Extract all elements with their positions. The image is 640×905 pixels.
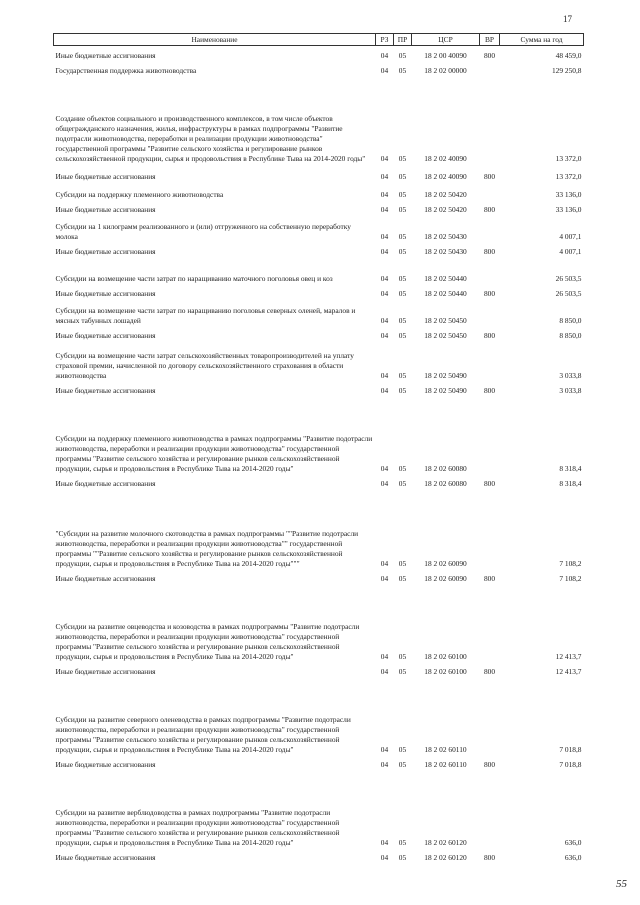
table-row [54,164,584,182]
cell-pr: 05 [398,231,407,241]
table-row [54,584,584,662]
table-row [54,76,584,164]
cell-rz: 04 [380,837,389,847]
header-sum: Сумма на год [500,34,584,46]
cell-pr: 05 [398,463,407,473]
table-row [54,662,584,677]
cell-sum: 12 413,7 [555,666,582,676]
cell-vr: 800 [483,478,496,488]
cell-pr: 05 [398,171,407,181]
table-row [54,569,584,584]
table-body [54,46,584,863]
cell-name: Иные бюджетные ассигнования [55,666,156,676]
cell-rz: 04 [380,666,389,676]
cell-csr: 18 2 02 40090 [424,171,467,181]
cell-pr: 05 [398,330,407,340]
cell-vr [480,396,500,474]
cell-rz: 04 [380,65,389,75]
cell-vr [480,215,500,242]
cell-csr: 18 2 02 60120 [424,852,467,862]
table-row [54,200,584,215]
cell-csr: 18 2 02 40090 [424,153,467,163]
cell-pr: 05 [398,478,407,488]
cell-rz: 04 [380,558,389,568]
cell-sum: 8 318,4 [559,463,582,473]
cell-vr: 800 [483,759,496,769]
cell-rz: 04 [380,204,389,214]
header-pr: ПР [394,34,412,46]
cell-name: Иные бюджетные ассигнования [55,330,156,340]
cell-csr: 18 2 02 50420 [424,189,467,199]
cell-csr: 18 2 02 60090 [424,558,467,568]
cell-rz: 04 [380,246,389,256]
cell-name: Иные бюджетные ассигнования [55,759,156,769]
cell-pr: 05 [398,50,407,60]
cell-sum: 8 850,0 [559,315,582,325]
cell-csr: 18 2 02 50490 [424,370,467,380]
cell-rz: 04 [380,153,389,163]
cell-vr: 800 [483,246,496,256]
page-number: 17 [563,14,572,24]
header-rz: РЗ [376,34,394,46]
cell-sum: 13 372,0 [555,153,582,163]
cell-name: Создание объектов социального и производственного комплексов, в том числе объектов общегражданского назначения, жилья, инфраструктуры в рамках подпрограммы "Развитие подотрасли животноводства, переработки и реализации продукции животноводства" государственной программы "Развитие сельского хозяйства и регулирование рынков сельскохозяйственной продукции, сырья и продовольствия в Республике Тыва на 2014-2020 годы" [55,113,366,163]
cell-sum: 8 850,0 [559,330,582,340]
cell-pr: 05 [398,370,407,380]
cell-vr [480,257,500,284]
cell-csr: 18 2 02 60090 [424,573,467,583]
cell-sum: 129 250,8 [551,65,582,75]
cell-sum: 13 372,0 [555,171,582,181]
table-row [54,489,584,569]
cell-csr: 18 2 02 50430 [424,231,467,241]
cell-name: Субсидии на поддержку племенного животноводства [55,189,224,199]
cell-sum: 4 007,1 [559,246,582,256]
cell-rz: 04 [380,744,389,754]
cell-name: Государственная поддержка животноводства [55,65,197,75]
cell-rz: 04 [380,315,389,325]
cell-name: Субсидии на 1 килограмм реализованного и (или) отгруженного на собственную переработку молока [55,221,351,241]
table-row [54,299,584,326]
cell-csr: 18 2 02 60100 [424,666,467,676]
cell-sum: 12 413,7 [555,651,582,661]
table-row [54,326,584,341]
table-row [54,341,584,381]
cell-name: Иные бюджетные ассигнования [55,385,156,395]
cell-vr: 800 [483,385,496,395]
cell-sum: 636,0 [564,837,582,847]
cell-csr: 18 2 02 60080 [424,463,467,473]
cell-pr: 05 [398,288,407,298]
cell-name: Иные бюджетные ассигнования [55,852,156,862]
cell-vr: 800 [483,288,496,298]
cell-csr: 18 2 02 50450 [424,315,467,325]
cell-name: Иные бюджетные ассигнования [55,478,156,488]
cell-name: Иные бюджетные ассигнования [55,50,156,60]
table-row [54,242,584,257]
cell-sum: 4 007,1 [559,231,582,241]
cell-vr: 800 [483,204,496,214]
cell-sum: 7 108,2 [559,573,582,583]
cell-sum: 7 108,2 [559,558,582,568]
cell-sum: 636,0 [564,852,582,862]
cell-pr: 05 [398,558,407,568]
cell-name: Субсидии на возмещение части затрат сельскохозяйственных товаропроизводителей на уплату страховой премии, начисленной по договору сельскохозяйственного страхования в области животноводства [55,350,354,380]
cell-vr [480,182,500,200]
cell-csr: 18 2 02 50450 [424,330,467,340]
table-row [54,848,584,863]
cell-vr [480,341,500,381]
cell-pr: 05 [398,837,407,847]
cell-vr [480,61,500,76]
budget-table [53,33,584,863]
cell-name: Субсидии на поддержку племенного животноводства в рамках подпрограммы "Развитие подотрасли животноводства, переработки и реализации продукции животноводства" государственной программы "Развитие сельского хозяйства и регулирование рынков сельскохозяйственной продукции, сырья и продовольствия в Республике Тыва на 2014-2020 годы" [55,433,373,473]
cell-name: Иные бюджетные ассигнования [55,573,156,583]
table-row [54,182,584,200]
cell-pr: 05 [398,385,407,395]
cell-rz: 04 [380,330,389,340]
cell-name: Субсидии на развитие северного оленеводства в рамках подпрограммы "Развитие подотрасли животноводства, переработки и реализации продукции животноводства" государственной программы "Развитие сельского хозяйства и регулирование рынков сельскохозяйственной продукции, сырья и продовольствия в Республике Тыва на 2014-2020 годы" [55,714,351,754]
cell-csr: 18 2 00 40090 [424,50,467,60]
cell-vr: 800 [483,852,496,862]
cell-rz: 04 [380,231,389,241]
cell-name: "Субсидии на развитие молочного скотоводства в рамках подпрограммы ""Развитие подотрасли животноводства, переработки и реализации продукции животноводства"" государственной программы ""Развитие сельского хозяйства и регулирование рынков сельскохозяйственной продукции, сырья и продовольствия в Республике Тыва на 2014-2020 годы""" [55,528,359,568]
table-header [54,34,584,46]
cell-vr: 800 [483,573,496,583]
cell-vr [480,299,500,326]
cell-csr: 18 2 02 00000 [424,65,467,75]
cell-sum: 26 503,5 [555,288,582,298]
cell-pr: 05 [398,573,407,583]
cell-sum: 33 136,0 [555,189,582,199]
cell-name: Иные бюджетные ассигнования [55,246,156,256]
cell-csr: 18 2 02 60120 [424,837,467,847]
cell-name: Субсидии на возмещение части затрат по наращиванию поголовья северных оленей, маралов и мясных табунных лошадей [55,305,356,325]
table-row [54,677,584,755]
table-row [54,284,584,299]
cell-pr: 05 [398,744,407,754]
cell-csr: 18 2 02 60100 [424,651,467,661]
cell-csr: 18 2 02 60110 [424,744,467,754]
cell-pr: 05 [398,246,407,256]
cell-sum: 8 318,4 [559,478,582,488]
cell-pr: 05 [398,153,407,163]
table-row [54,381,584,396]
cell-pr: 05 [398,315,407,325]
cell-sum: 48 459,0 [555,50,582,60]
cell-csr: 18 2 02 50490 [424,385,467,395]
table-row [54,46,584,61]
cell-rz: 04 [380,288,389,298]
cell-vr [480,489,500,569]
cell-sum: 3 033,8 [559,370,582,380]
cell-name: Субсидии на развитие верблюдоводства в рамках подпрограммы "Развитие подотрасли животноводства, переработки и реализации продукции животноводства" государственной программы "Развитие сельского хозяйства и регулирование рынков сельскохозяйственной продукции, сырья и продовольствия в Республике Тыва на 2014-2020 годы" [55,807,340,847]
cell-rz: 04 [380,478,389,488]
cell-pr: 05 [398,65,407,75]
cell-name: Субсидии на возмещение части затрат по наращиванию маточного поголовья овец и коз [55,273,333,283]
cell-vr: 800 [483,171,496,181]
cell-pr: 05 [398,852,407,862]
cell-name: Иные бюджетные ассигнования [55,171,156,181]
cell-csr: 18 2 02 60110 [424,759,467,769]
table-row [54,257,584,284]
cell-rz: 04 [380,385,389,395]
cell-name: Субсидии на развитие овцеводства и козоводства в рамках подпрограммы "Развитие подотрасли животноводства, переработки и реализации продукции животноводства" государственной программы "Развитие сельского хозяйства и регулирование рынков сельскохозяйственной продукции, сырья и продовольствия в Республике Тыва на 2014-2020 годы" [55,621,360,661]
table-row [54,396,584,474]
cell-vr: 800 [483,666,496,676]
cell-sum: 26 503,5 [555,273,582,283]
cell-rz: 04 [380,759,389,769]
cell-name: Иные бюджетные ассигнования [55,288,156,298]
header-name: Наименование [54,34,376,46]
cell-vr [480,770,500,848]
cell-rz: 04 [380,370,389,380]
cell-pr: 05 [398,759,407,769]
table-row [54,474,584,489]
table-row [54,215,584,242]
cell-sum: 33 136,0 [555,204,582,214]
cell-pr: 05 [398,273,407,283]
cell-vr [480,76,500,164]
cell-rz: 04 [380,50,389,60]
cell-pr: 05 [398,666,407,676]
cell-rz: 04 [380,463,389,473]
header-csr: ЦСР [412,34,480,46]
cell-csr: 18 2 02 50440 [424,273,467,283]
cell-csr: 18 2 02 60080 [424,478,467,488]
cell-sum: 7 018,8 [559,744,582,754]
cell-vr [480,677,500,755]
corner-number: 55 [616,878,627,890]
cell-csr: 18 2 02 50420 [424,204,467,214]
cell-name: Иные бюджетные ассигнования [55,204,156,214]
cell-vr: 800 [483,50,496,60]
cell-pr: 05 [398,189,407,199]
table-row [54,755,584,770]
header-vr: ВР [480,34,500,46]
cell-pr: 05 [398,651,407,661]
cell-csr: 18 2 02 50440 [424,288,467,298]
cell-rz: 04 [380,273,389,283]
cell-rz: 04 [380,651,389,661]
cell-rz: 04 [380,189,389,199]
cell-rz: 04 [380,573,389,583]
cell-rz: 04 [380,171,389,181]
cell-vr: 800 [483,330,496,340]
cell-pr: 05 [398,204,407,214]
table-row [54,61,584,76]
cell-csr: 18 2 02 50430 [424,246,467,256]
cell-rz: 04 [380,852,389,862]
cell-sum: 3 033,8 [559,385,582,395]
cell-sum: 7 018,8 [559,759,582,769]
table-row [54,770,584,848]
cell-vr [480,584,500,662]
